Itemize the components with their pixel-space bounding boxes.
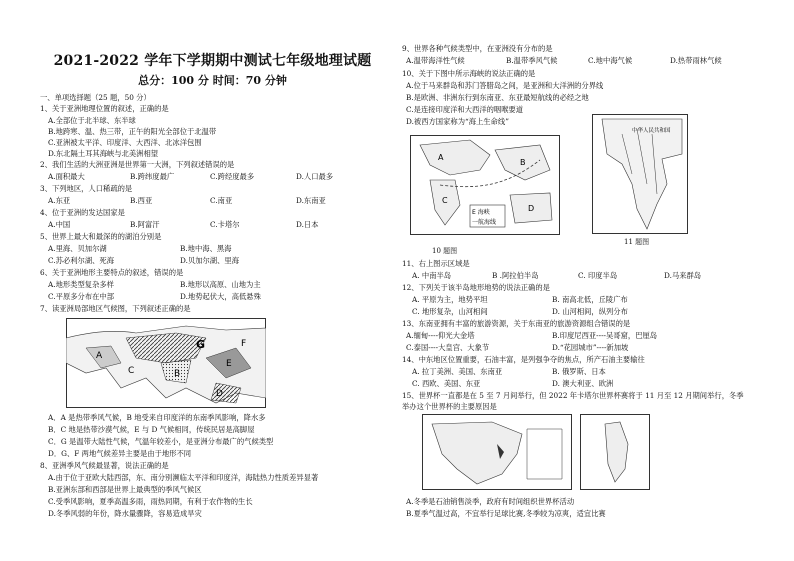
q4-option-b[interactable]: B.阿富汗 bbox=[130, 220, 160, 229]
q11-option-a[interactable]: A. 中南半岛 bbox=[412, 271, 452, 280]
section-heading: 一、单项选择题（25 题，50 分） bbox=[40, 93, 151, 102]
q4-option-c[interactable]: C.卡塔尔 bbox=[210, 220, 240, 229]
map10-caption: 10 题图 bbox=[432, 247, 458, 255]
q6-option-d[interactable]: D.地势起伏大，高低悬殊 bbox=[180, 292, 261, 301]
q7-option-d[interactable]: D．G、F 两地气候差异主要是由于地形不同 bbox=[48, 449, 192, 458]
q6-option-b[interactable]: B.地形以高原、山地为主 bbox=[180, 280, 261, 289]
q12-stem: 12、下列关于该半岛地形地势的说法正确的是 bbox=[402, 283, 550, 292]
q7-option-b[interactable]: B．C 地是热带沙漠气候，E 与 D 气候相同，传统民居是高脚屋 bbox=[48, 425, 255, 434]
q4-stem: 4、位于亚洲的发达国家是 bbox=[40, 208, 125, 217]
q15-stem-line1: 15、世界杯一直都是在 5 至 7 月间举行，但 2022 年卡塔尔世界杯赛将于 11 月至 12 月期间举行，冬季 bbox=[402, 391, 744, 400]
map10-label-b: B bbox=[520, 158, 526, 167]
q5-stem: 5、世界上最大和最深的的湖泊分别是 bbox=[40, 232, 162, 241]
q9-option-b[interactable]: B.温带季风气候 bbox=[506, 56, 558, 65]
exam-title: 2021-2022 学年下学期期中测试七年级地理试题 bbox=[53, 53, 372, 69]
q5-option-b[interactable]: B.地中海、黑海 bbox=[180, 244, 232, 253]
strait-map bbox=[410, 135, 560, 235]
q9-stem: 9、世界各种气候类型中，在亚洲没有分布的是 bbox=[402, 44, 553, 53]
q1-option-c[interactable]: C.亚洲被太平洋、印度洋、大西洋、北冰洋包围 bbox=[48, 138, 202, 147]
map10-label-a: A bbox=[438, 153, 444, 162]
map10-label-d: D bbox=[528, 204, 535, 213]
q9-option-a[interactable]: A.温带海洋性气候 bbox=[406, 56, 465, 65]
q14-stem: 14、中东地区位置重要，石油丰富，是列强争夺的焦点，所产石油主要输往 bbox=[402, 355, 645, 364]
q1-option-b[interactable]: B.地跨寒、温、热三带，正午的阳光全部位于北温带 bbox=[48, 127, 217, 136]
map10-legend-route: 一航海线 bbox=[472, 219, 497, 226]
q12-option-a[interactable]: A. 平原为主，地势平坦 bbox=[412, 295, 488, 304]
q12-option-b[interactable]: B. 南高北低，丘陵广布 bbox=[552, 295, 628, 304]
map7-label-f: F bbox=[241, 339, 247, 349]
q11-option-b[interactable]: B .阿拉伯半岛 bbox=[492, 271, 539, 280]
q2-stem: 2、我们生活的大洲亚洲是世界第一大洲，下列叙述错误的是 bbox=[40, 160, 235, 169]
q3-option-a[interactable]: A.东亚 bbox=[48, 196, 71, 205]
q13-option-b[interactable]: B.印度尼西亚----吴哥窟，巴厘岛 bbox=[552, 331, 658, 340]
q14-option-b[interactable]: B. 俄罗斯、日本 bbox=[552, 367, 606, 376]
q15-stem-line2: 举办这个世界杯的主要原因是 bbox=[402, 402, 497, 411]
q3-option-d[interactable]: D.东南亚 bbox=[296, 196, 326, 205]
q11-stem: 11、右上图示区域是 bbox=[402, 259, 470, 268]
q5-option-d[interactable]: D.贝加尔湖、里海 bbox=[180, 256, 239, 265]
map7-label-d: D bbox=[216, 389, 223, 399]
q7-stem: 7、读亚洲局部地区气候图，下列叙述正确的是 bbox=[40, 304, 191, 313]
q8-option-a[interactable]: A.由于位于亚欧大陆西部，东、南分别濒临太平洋和印度洋，海陆热力性质差异显著 bbox=[48, 473, 319, 482]
q6-option-c[interactable]: C.平原多分布在中部 bbox=[48, 292, 115, 301]
map7-label-a: A bbox=[96, 351, 103, 361]
q12-option-d[interactable]: D. 山河相间，纵列分布 bbox=[552, 307, 628, 316]
q15-option-a[interactable]: A.冬季是石油销售淡季，政府有时间组织世界杯活动 bbox=[406, 497, 575, 506]
q15-option-b[interactable]: B.夏季气温过高，不宜举行足球比赛,冬季较为凉爽，适宜比赛 bbox=[406, 509, 606, 518]
map11-country-label: 中华人民共和国 bbox=[632, 128, 671, 134]
q14-option-c[interactable]: C. 西欧、美国、东亚 bbox=[412, 379, 481, 388]
q11-option-c[interactable]: C. 印度半岛 bbox=[578, 271, 618, 280]
q10-option-d[interactable]: D.被西方国家称为“海上生命线” bbox=[406, 117, 509, 126]
q6-stem: 6、关于亚洲地形主要特点的叙述，错误的是 bbox=[40, 268, 184, 277]
map11-caption: 11 题图 bbox=[624, 238, 650, 246]
q12-option-c[interactable]: C. 地形复杂，山河相间 bbox=[412, 307, 488, 316]
q8-option-d[interactable]: D.冬季风弱的年份，降水量骤降，容易造成旱灾 bbox=[48, 509, 202, 518]
qatar-map bbox=[580, 414, 650, 490]
q5-option-c[interactable]: C.苏必利尔湖、死海 bbox=[48, 256, 115, 265]
q14-option-d[interactable]: D. 澳大利亚、欧洲 bbox=[552, 379, 614, 388]
q2-option-d[interactable]: D.人口最多 bbox=[296, 172, 334, 181]
exam-subtitle: 总分：100 分 时间：70 分钟 bbox=[138, 74, 287, 87]
q7-option-c[interactable]: C．G 是温带大陆性气候，气温年较差小，是亚洲分布最广的气候类型 bbox=[48, 437, 274, 446]
q2-option-b[interactable]: B.跨纬度最广 bbox=[130, 172, 175, 181]
q2-option-c[interactable]: C.跨经度最多 bbox=[210, 172, 255, 181]
q9-option-c[interactable]: C.地中海气候 bbox=[588, 56, 633, 65]
q10-option-c[interactable]: C.是连接印度洋和大西洋的咽喉要道 bbox=[406, 105, 524, 114]
q5-option-a[interactable]: A.里海、贝加尔湖 bbox=[48, 244, 107, 253]
map10-label-c: C bbox=[442, 196, 448, 205]
q8-option-c[interactable]: C.受季风影响，夏季高温多雨，雨热同期，有利于农作物的生长 bbox=[48, 497, 253, 506]
q6-option-a[interactable]: A.地形类型复杂多样 bbox=[48, 280, 114, 289]
q7-option-a[interactable]: A．A 是热带季风气候，B 地受来自印度洋的东南季风影响，降水多 bbox=[48, 413, 266, 422]
q9-option-d[interactable]: D.热带雨林气候 bbox=[670, 56, 722, 65]
q3-option-c[interactable]: C.南亚 bbox=[210, 196, 233, 205]
q13-option-a[interactable]: A.缅甸----仰光大金塔 bbox=[406, 331, 475, 340]
q3-stem: 3、下列地区，人口稀疏的是 bbox=[40, 184, 133, 193]
q8-option-b[interactable]: B.亚洲东部和西部是世界上最典型的季风气候区 bbox=[48, 485, 202, 494]
q1-stem: 1、关于亚洲地理位置的叙述，正确的是 bbox=[40, 104, 169, 113]
q2-option-a[interactable]: A.面积最大 bbox=[48, 172, 85, 181]
map7-label-e: E bbox=[226, 359, 232, 369]
climate-map bbox=[66, 318, 266, 408]
map7-label-g: G bbox=[196, 338, 206, 351]
q13-option-c[interactable]: C.泰国----大皇宫、大象节 bbox=[406, 343, 490, 352]
q4-option-d[interactable]: D.日本 bbox=[296, 220, 319, 229]
peninsula-map bbox=[592, 114, 688, 234]
q10-option-b[interactable]: B.是欧洲、非洲东行到东南亚、东亚最短航线的必经之地 bbox=[406, 93, 589, 102]
q13-option-d[interactable]: D.“花园城市”----新加坡 bbox=[552, 343, 629, 352]
q11-option-d[interactable]: D.马来群岛 bbox=[664, 271, 702, 280]
q8-stem: 8、亚洲季风气候最显著，说法正确的是 bbox=[40, 461, 169, 470]
map7-label-c: C bbox=[128, 366, 135, 376]
q4-option-a[interactable]: A.中国 bbox=[48, 220, 71, 229]
q14-option-a[interactable]: A. 拉丁美洲、美国、东南亚 bbox=[412, 367, 503, 376]
map7-label-b: B bbox=[174, 369, 181, 379]
map10-legend-strait: E 海峡 bbox=[472, 209, 490, 216]
q13-stem: 13、东南亚拥有丰富的旅游资源，关于东南亚的旅游资源组合错误的是 bbox=[402, 319, 631, 328]
middle-east-map bbox=[422, 414, 572, 490]
q10-option-a[interactable]: A.位于马来群岛和苏门答腊岛之间，是亚洲和大洋洲的分界线 bbox=[406, 81, 604, 90]
q10-stem: 10、关于下图中所示海峡的说法正确的是 bbox=[402, 69, 536, 78]
q3-option-b[interactable]: B.西亚 bbox=[130, 196, 153, 205]
q1-option-a[interactable]: A.全部位于北半球、东半球 bbox=[48, 116, 136, 125]
q1-option-d[interactable]: D.东北隔土耳其海峡与北美洲相望 bbox=[48, 149, 159, 158]
